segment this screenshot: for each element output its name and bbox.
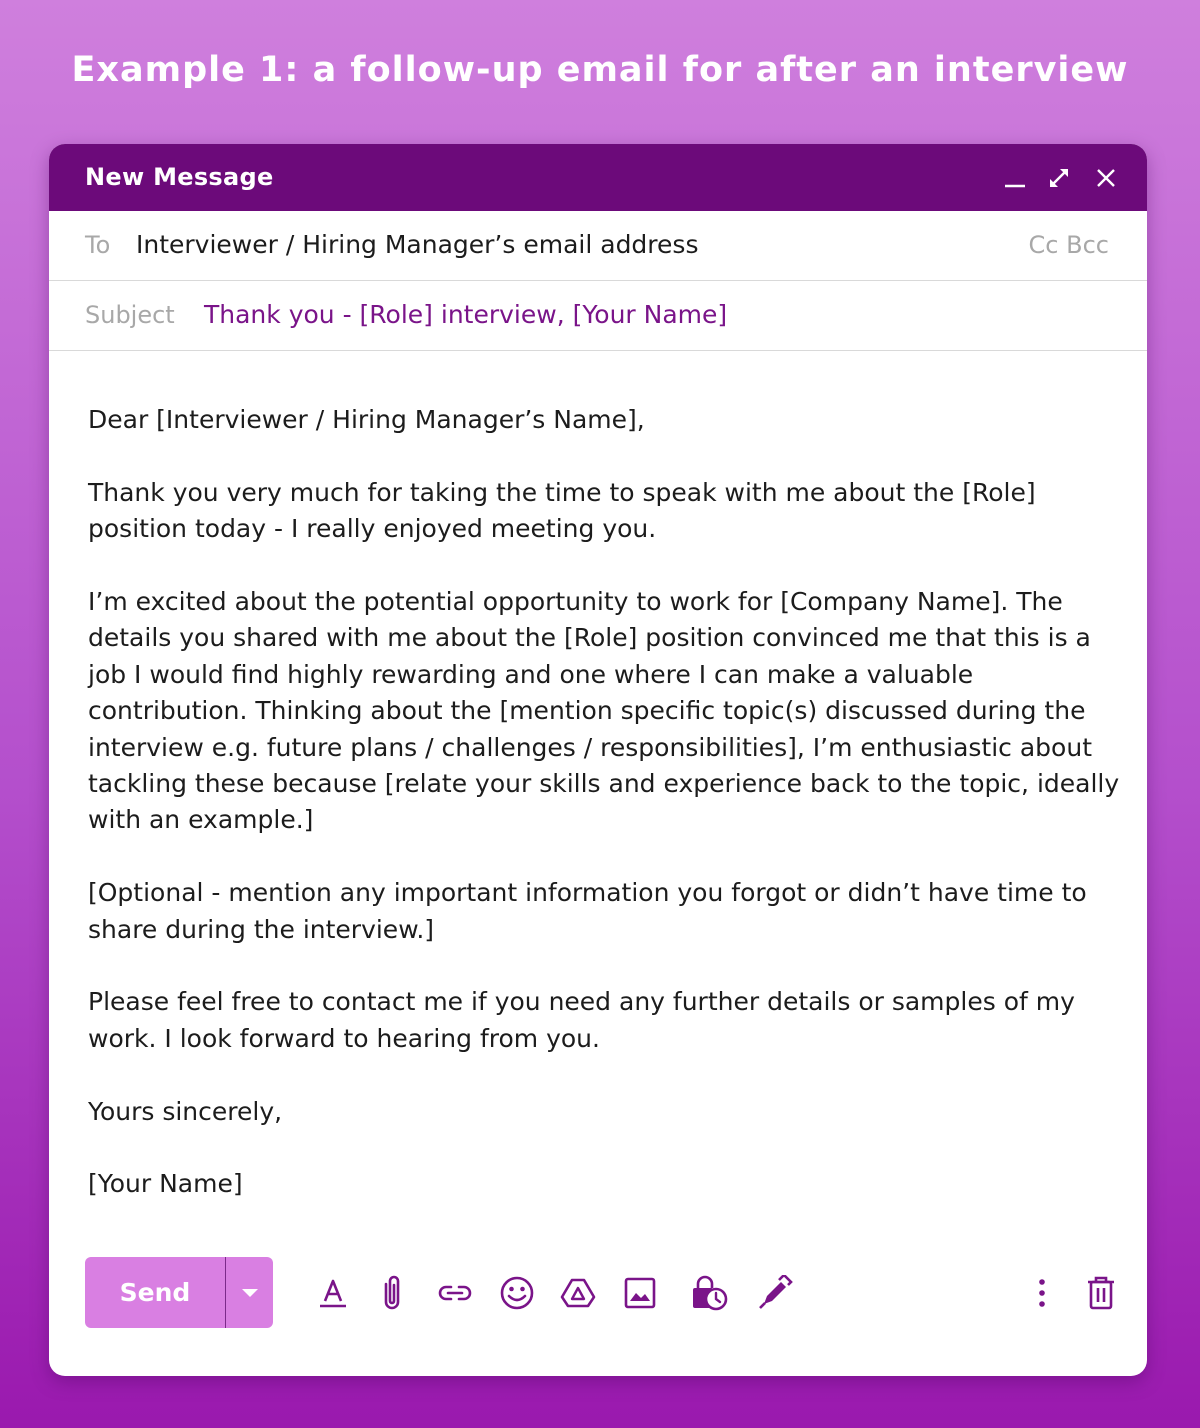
more-options-icon[interactable] [1019,1270,1065,1316]
send-button[interactable]: Send [85,1257,226,1328]
page-headline: Example 1: a follow-up email for after an interview [71,50,1129,90]
cc-bcc-links [1029,231,1109,259]
expand-icon[interactable] [1044,163,1074,193]
attachment-icon[interactable] [369,1270,415,1316]
text-format-icon[interactable] [310,1270,356,1316]
to-label: To [85,231,111,259]
body-paragraph: Yours sincerely, [88,1096,283,1126]
send-button-group [85,1257,273,1328]
link-icon[interactable] [432,1270,478,1316]
minimize-icon[interactable] [1000,163,1030,193]
signature-icon[interactable] [752,1270,798,1316]
to-field[interactable]: Interviewer / Hiring Manager’s email address [136,230,699,259]
body-paragraph: Please feel free to contact me if you need any further details or samples of my work. I look forward to hearing from you. [88,987,1075,1053]
body-paragraph: [Optional - mention any important information you forgot or didn’t have time to share during the interview.] [88,878,1087,944]
drive-icon[interactable] [555,1270,601,1316]
subject-row [49,281,1147,351]
bcc-link[interactable]: Bcc [1066,231,1109,259]
confidential-mode-icon[interactable] [686,1270,732,1316]
close-icon[interactable] [1091,163,1121,193]
photo-icon[interactable] [617,1270,663,1316]
message-body[interactable] [88,402,1123,1203]
send-options-icon[interactable] [226,1257,273,1328]
subject-label: Subject [85,301,175,329]
to-row [49,211,1147,281]
body-paragraph: [Your Name] [88,1169,243,1199]
compose-title: New Message [85,163,274,191]
trash-icon[interactable] [1078,1270,1124,1316]
compose-toolbar [49,1257,1147,1329]
compose-titlebar [49,144,1147,211]
compose-window [49,144,1147,1376]
subject-field[interactable]: Thank you - [Role] interview, [Your Name] [204,300,728,329]
body-paragraph: Thank you very much for taking the time to speak with me about the [Role] position today - I really enjoyed meeting you. [88,477,1036,544]
body-paragraph: I’m excited about the potential opportunity to work for [Company Name]. The details you shared with me about the [Role] position convinced me that this is a job I would find highly rewarding and one where I can make a valuable contribution. Thinking about the [mention specific topic(s) discussed during the interview e.g. future plans / challenges / responsibilities], I’m enthusiastic about tackling these because [relate your skills and experience back to the topic, ideally with an example.] [88,587,1120,835]
cc-link[interactable]: Cc [1028,231,1059,259]
emoji-icon[interactable] [494,1270,540,1316]
body-paragraph: Dear [Interviewer / Hiring Manager’s Name], [88,405,645,434]
